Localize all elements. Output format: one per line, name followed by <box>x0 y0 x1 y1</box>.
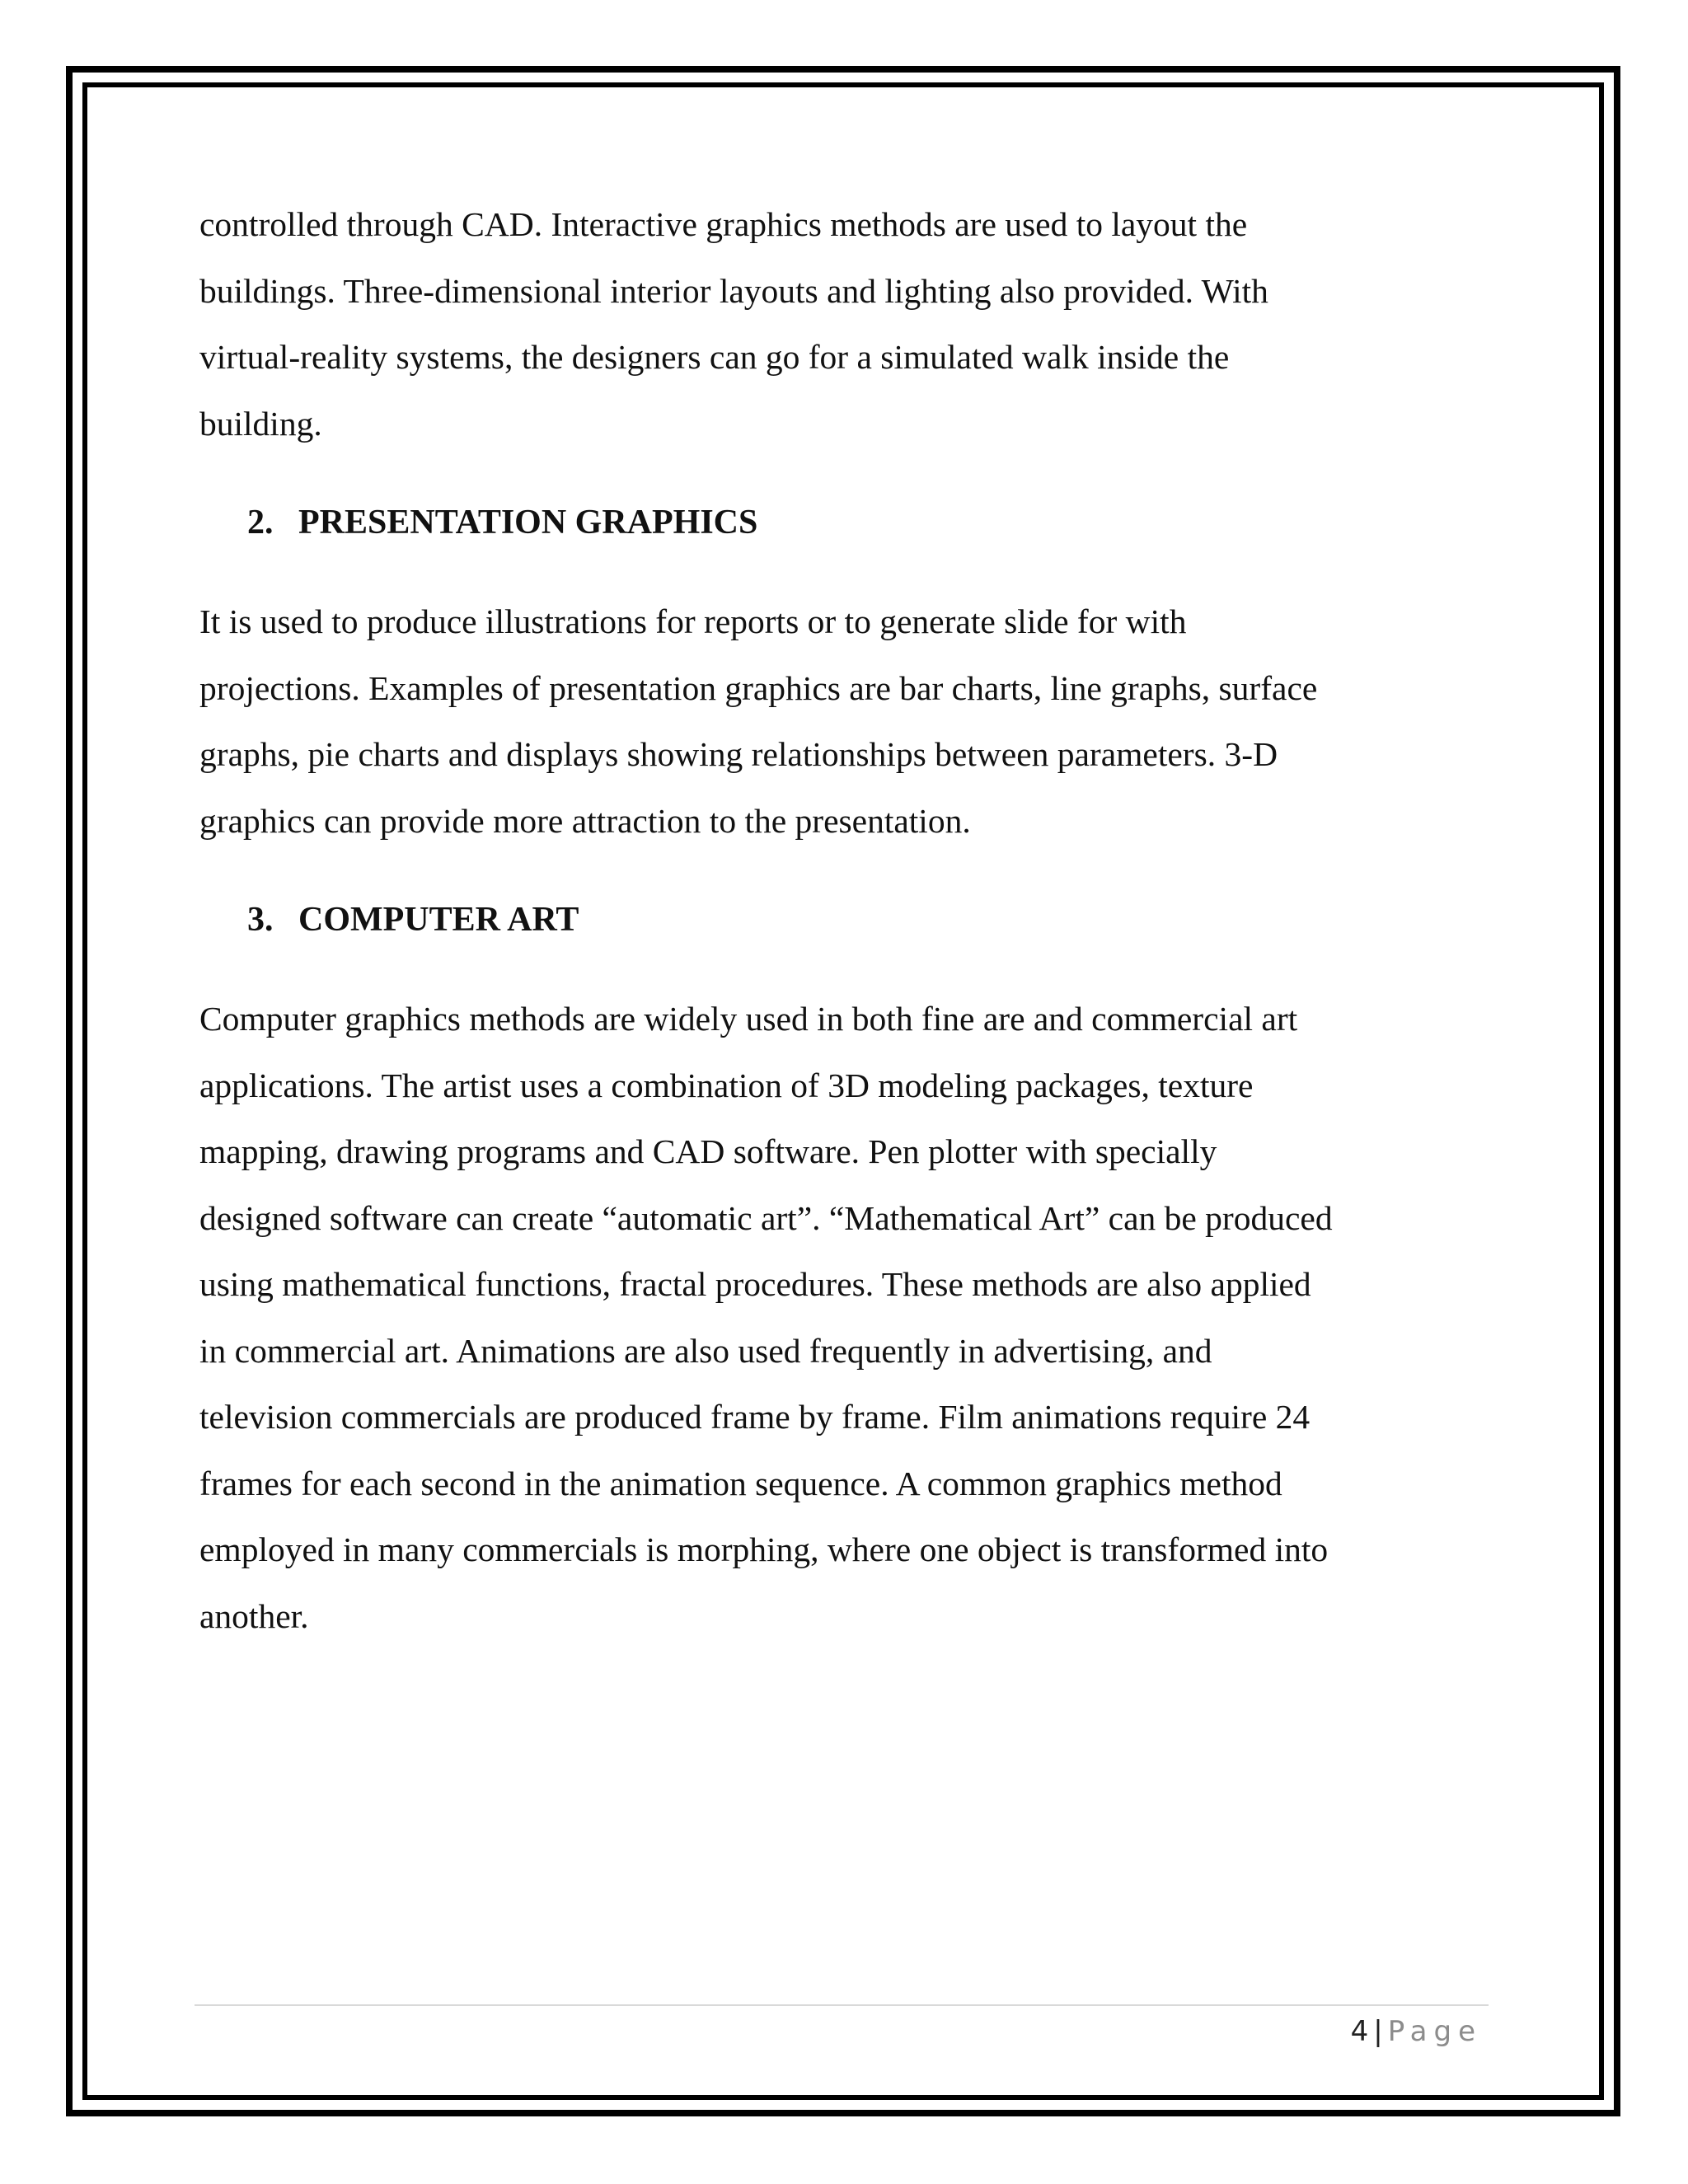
section-number: 3. <box>247 901 274 939</box>
section-heading-computer-art <box>199 887 1502 953</box>
section-title: PRESENTATION GRAPHICS <box>298 504 758 541</box>
text-line: building. <box>199 404 322 443</box>
text-line: projections. Examples of presentation graphics are bar charts, line graphs, surface <box>199 668 1318 707</box>
paragraph-presentation-graphics <box>199 588 1502 854</box>
text-line: mapping, drawing programs and CAD software. Pen plotter with specially <box>199 1132 1217 1170</box>
footer-separator: | <box>1373 2015 1383 2048</box>
page-footer <box>1351 2011 1482 2052</box>
text-line: frames for each second in the animation sequence. A common graphics method <box>199 1464 1282 1502</box>
text-line: controlled through CAD. Interactive graphics methods are used to layout the <box>199 205 1248 243</box>
text-line: applications. The artist uses a combination of 3D modeling packages, texture <box>199 1066 1254 1104</box>
text-line: graphics can provide more attraction to the presentation. <box>199 801 971 840</box>
page-content <box>199 191 1502 1649</box>
text-line: in commercial art. Animations are also used frequently in advertising, and <box>199 1331 1212 1370</box>
text-line: television commercials are produced frame by frame. Film animations require 24 <box>199 1398 1311 1436</box>
paragraph-cad <box>199 191 1502 457</box>
footer-divider <box>195 2004 1489 2006</box>
page-number: 4 <box>1350 2015 1369 2048</box>
text-line: another. <box>199 1596 309 1635</box>
text-line: using mathematical functions, fractal procedures. These methods are also applied <box>199 1265 1311 1303</box>
text-line: virtual-reality systems, the designers can go for a simulated walk inside the <box>199 338 1230 376</box>
text-line: graphs, pie charts and displays showing relationships between parameters. 3-D <box>199 735 1278 773</box>
paragraph-computer-art <box>199 986 1502 1649</box>
text-line: It is used to produce illustrations for reports or to generate slide for with <box>199 602 1187 640</box>
text-line: employed in many commercials is morphing, where one object is transformed into <box>199 1530 1329 1568</box>
section-heading-presentation-graphics <box>199 490 1502 555</box>
text-line: designed software can create “automatic art”. “Mathematical Art” can be produced <box>199 1198 1333 1237</box>
text-line: buildings. Three-dimensional interior layouts and lighting also provided. With <box>199 271 1268 310</box>
section-title: COMPUTER ART <box>298 901 579 939</box>
text-line: Computer graphics methods are widely used in both fine are and commercial art <box>199 1000 1298 1038</box>
section-number: 2. <box>247 504 274 541</box>
page-label: Page <box>1387 2015 1482 2048</box>
